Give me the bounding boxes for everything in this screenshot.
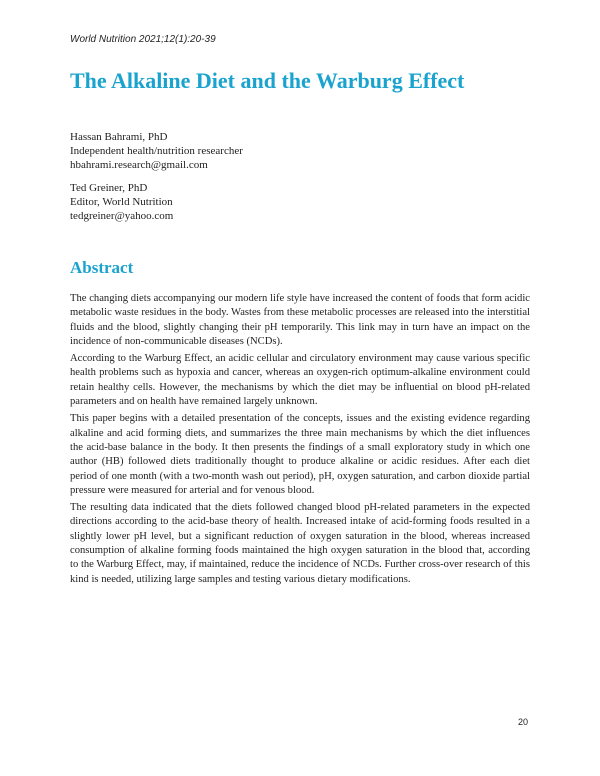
running-header: World Nutrition 2021;12(1):20-39	[70, 34, 216, 45]
author-block-greiner	[70, 181, 173, 223]
abstract-paragraph-3: This paper begins with a detailed presentation of the concepts, issues and the existing evidence regarding alkaline and acid forming diets, and summarizes the three main mechanisms by which the diet influences the acid-base balance in the body. It then presents the findings of a small exploratory study in which one author (HB) followed diets traditionally thought to produce alkaline or acidic residues. After each diet period of one month (with a two-month wash out period), pH, oxygen saturation, and carbon dioxide partial pressure were measured for arterial and for venous blood.	[70, 413, 530, 496]
abstract-paragraph-4: The resulting data indicated that the diets followed changed blood pH-related parameters in the expected directions according to the acid-base theory of health. Increased intake of acid-forming foods resulted in a slightly lower pH level, but a significant reduction of oxygen saturation in the blood, whereas increased consumption of alkaline forming foods maintained the high oxygen saturation in the blood that, according to the Warburg Effect, may, if maintained, reduce the incidence of NCDs. Further cross-over research of this kind is needed, utilizing large samples and testing various dietary modifications.	[70, 502, 530, 585]
abstract-paragraph-1: The changing diets accompanying our modern life style have increased the content of foods that form acidic metabolic waste residues in the body. Wastes from these metabolic processes are released into the interstitial fluids and the blood, slightly changing their pH temporarily. This link may in turn have an impact on the incidence of non-communicable diseases (NCDs).	[70, 293, 530, 347]
abstract-heading: Abstract	[70, 258, 134, 277]
abstract-body	[70, 292, 530, 590]
article-title: The Alkaline Diet and the Warburg Effect	[70, 68, 465, 93]
page-number: 20	[517, 717, 528, 727]
author-affiliation: Independent health/nutrition researcher	[70, 145, 243, 157]
author-email: tedgreiner@yahoo.com	[70, 210, 174, 222]
author-affiliation: Editor, World Nutrition	[70, 196, 173, 208]
abstract-paragraph-2: According to the Warburg Effect, an acidic cellular and circulatory environment may cause various specific health problems such as hypoxia and cancer, whereas an oxygen-rich optimum-alkaline environment could retain healthy cells. However, the mechanisms by which the diet may be influential on blood pH-related parameters and on health have remained largely unknown.	[70, 353, 530, 408]
author-email: hbahrami.research@gmail.com	[70, 159, 208, 171]
author-block-bahrami	[70, 130, 243, 172]
author-name: Ted Greiner, PhD	[70, 182, 148, 194]
author-name: Hassan Bahrami, PhD	[70, 131, 168, 143]
